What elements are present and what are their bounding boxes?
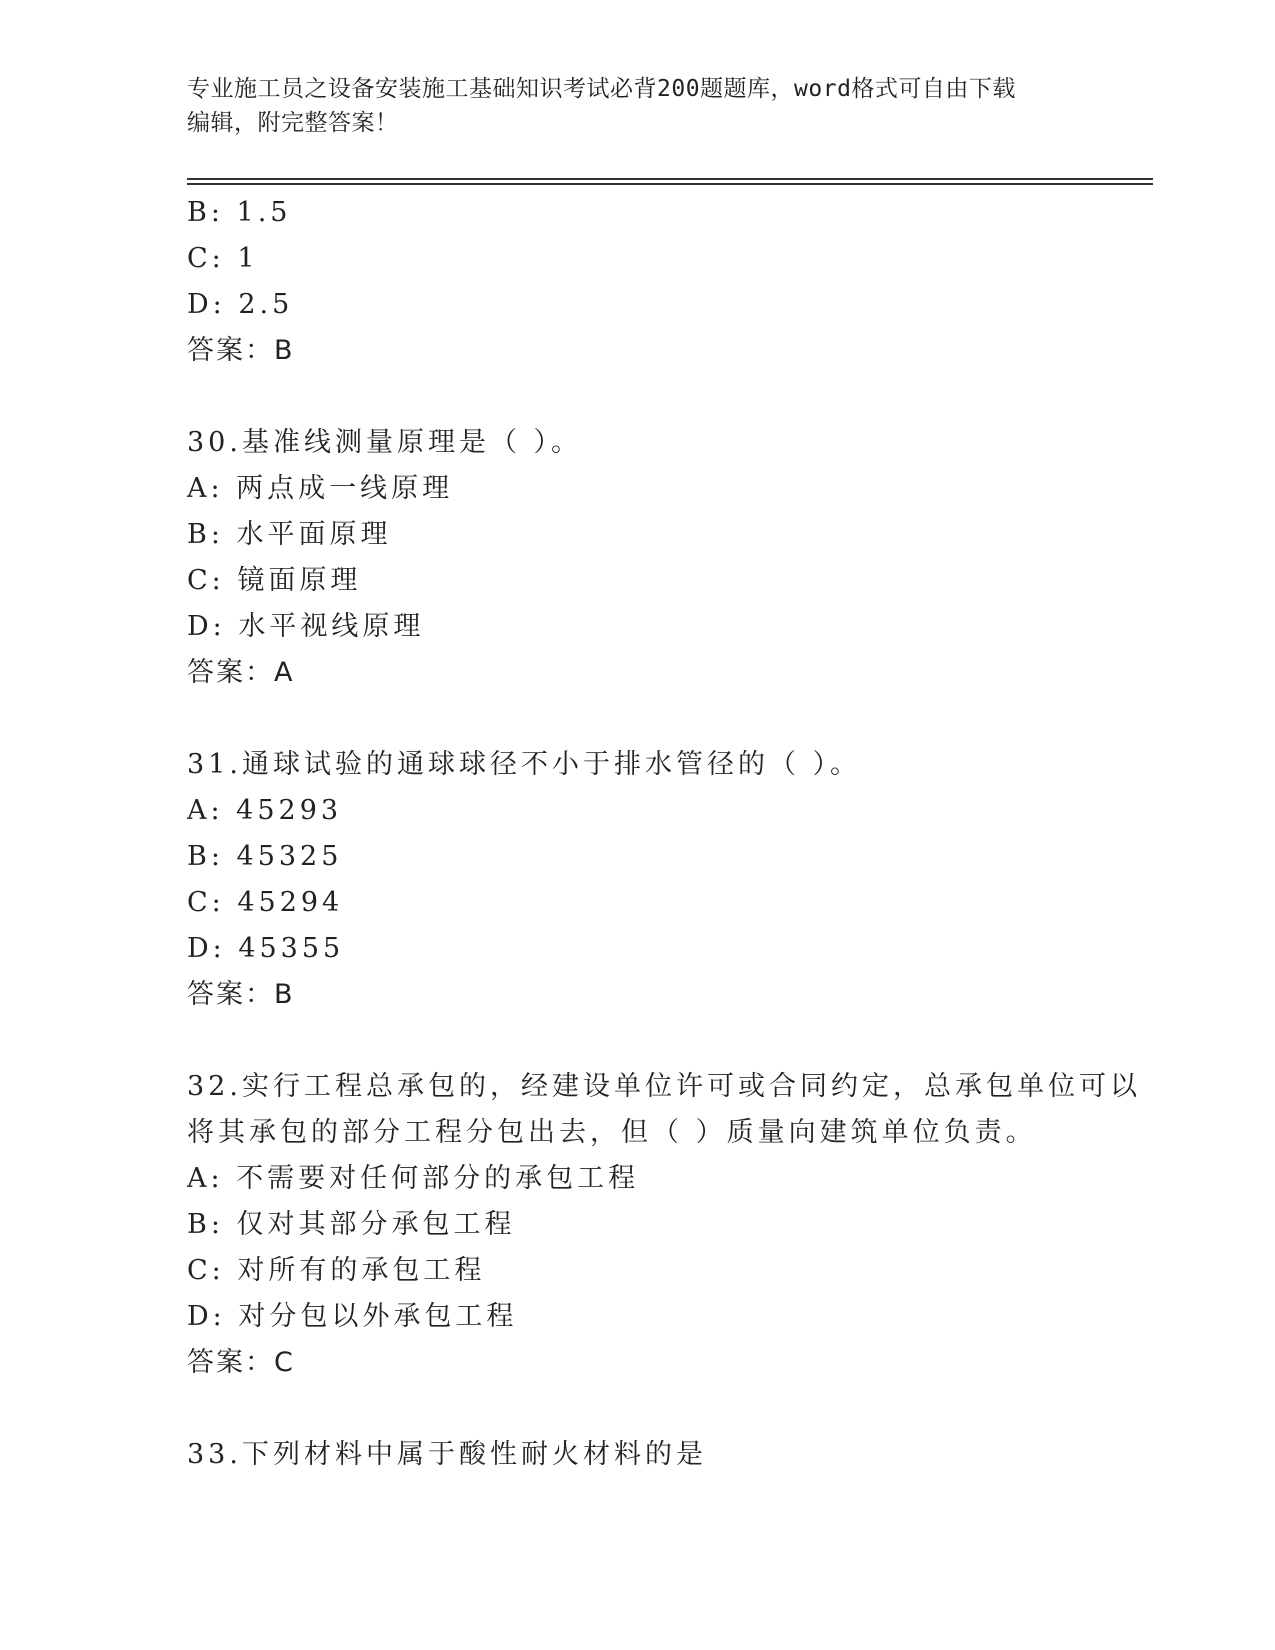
document-body (187, 190, 1141, 1478)
answer-line: 答案：A (187, 657, 295, 688)
question-30 (187, 420, 1087, 696)
option-d: D: 对分包以外承包工程 (187, 1301, 518, 1332)
header-divider-top (187, 178, 1153, 180)
question-32 (187, 1064, 1141, 1386)
option-b: B: 1.5 (187, 197, 292, 228)
answer-line: 答案：B (187, 979, 295, 1010)
header-divider-bottom (187, 183, 1153, 185)
spacer (187, 374, 1087, 420)
question-stem: 31.通球试验的通球球径不小于排水管径的（ ）。 (187, 749, 862, 780)
document-header (187, 72, 1087, 140)
header-title-line-1: 专业施工员之设备安装施工基础知识考试必背200题题库，word格式可自由下载 (187, 76, 1016, 102)
spacer (187, 1386, 1087, 1432)
question-stem: 30.基准线测量原理是（ ）。 (187, 427, 583, 458)
option-b: B: 45325 (187, 841, 343, 872)
answer-line: 答案：C (187, 1347, 295, 1378)
spacer (187, 1018, 1087, 1064)
question-stem: 33.下列材料中属于酸性耐火材料的是 (187, 1439, 707, 1470)
spacer (187, 696, 1087, 742)
question-fragment (187, 190, 1087, 374)
option-a: A: 不需要对任何部分的承包工程 (187, 1163, 640, 1194)
question-stem-line-2: 将其承包的部分工程分包出去，但（ ）质量向建筑单位负责。 (187, 1117, 1037, 1148)
option-d: D: 2.5 (187, 289, 294, 320)
answer-line: 答案：B (187, 335, 295, 366)
question-31 (187, 742, 1087, 1018)
header-title-line-2: 编辑，附完整答案！ (187, 110, 399, 136)
option-b: B: 仅对其部分承包工程 (187, 1209, 516, 1240)
option-a: A: 两点成一线原理 (187, 473, 454, 504)
option-b: B: 水平面原理 (187, 519, 392, 550)
question-33 (187, 1432, 1087, 1478)
question-stem-line-1: 32.实行工程总承包的，经建设单位许可或合同约定，总承包单位可以 (187, 1071, 1141, 1102)
option-d: D: 水平视线原理 (187, 611, 425, 642)
option-c: C: 1 (187, 243, 259, 274)
option-c: C: 45294 (187, 887, 344, 918)
option-d: D: 45355 (187, 933, 345, 964)
option-a: A: 45293 (187, 795, 343, 826)
option-c: C: 镜面原理 (187, 565, 362, 596)
option-c: C: 对所有的承包工程 (187, 1255, 486, 1286)
